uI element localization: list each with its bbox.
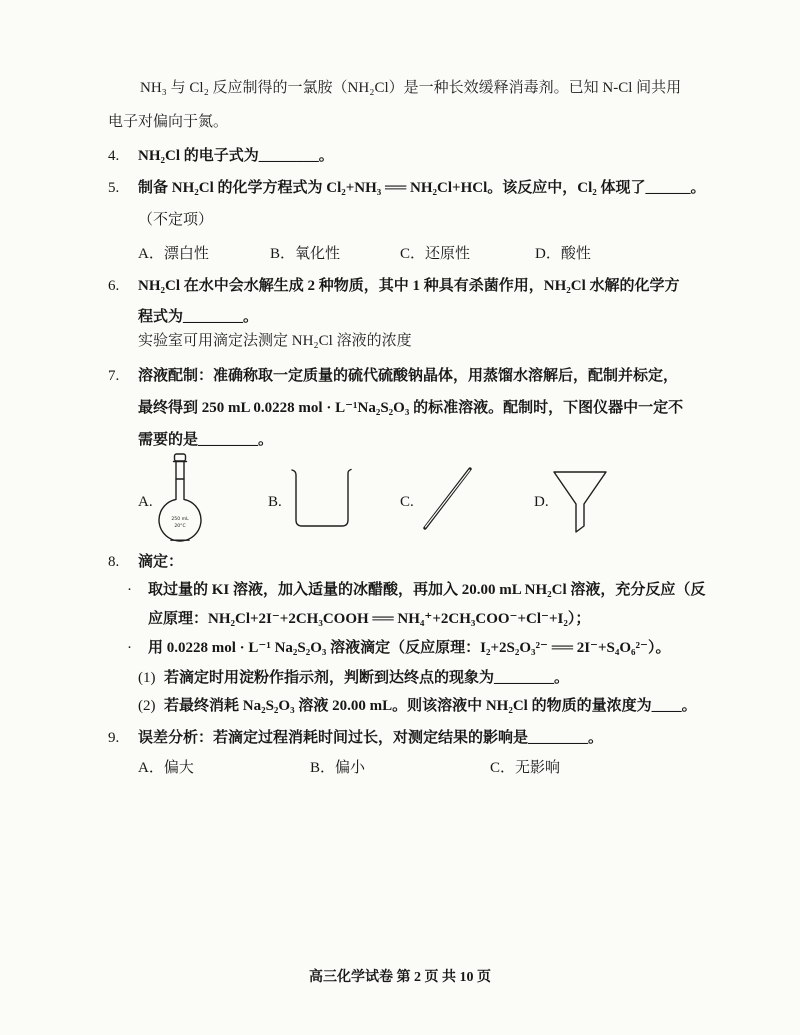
question-text-line-2: 最终得到 250 mL 0.0228 mol · L⁻¹Na₂S₂O₃ 的标准溶液。配制时，下图仪器中一定不 [138, 400, 684, 416]
flask-body [159, 462, 201, 541]
flask-temperature-mark: 20°C [174, 524, 186, 529]
option-c: C．还原性 [400, 246, 471, 262]
question-number: 5. [108, 180, 120, 196]
flask-volume-mark: 250 mL [171, 517, 189, 522]
question-note: （不定项） [138, 212, 214, 228]
glass-rod-icon [420, 466, 476, 532]
intro-line-1: NH₃ 与 Cl₂ 反应制得的一氯胺（NH₂Cl）是一种长效缓释消毒剂。已知 N-Cl 间共用 [140, 80, 682, 96]
question-8 [0, 552, 800, 716]
question-6 [0, 276, 800, 327]
bullet-2-text: 用 0.0228 mol · L⁻¹ Na₂S₂O₃ 溶液滴定（反应原理：I₂+2S₂O₃²⁻ ══ 2I⁻+S₄O₆²⁻）。 [148, 640, 671, 656]
beaker-icon [290, 466, 354, 530]
beaker-body [292, 470, 351, 527]
bullet-1-line-2: 应原理：NH₂Cl+2I⁻+2CH₃COOH ══ NH₄⁺+2CH₃COO⁻+Cl⁻+I₂）； [148, 611, 591, 627]
question-9 [0, 728, 800, 778]
question-number: 6. [108, 278, 120, 294]
funnel-body [554, 472, 606, 532]
question-title: 滴定： [138, 554, 184, 570]
question-number: 9. [108, 730, 120, 746]
question-number: 7. [108, 368, 120, 384]
question-number: 4. [108, 148, 120, 164]
bullet-1-line-1: 取过量的 KI 溶液，加入适量的冰醋酸，再加入 20.00 mL NH₂Cl 溶液，充分反应（反 [148, 582, 706, 598]
figure-label-d: D. [534, 494, 549, 510]
question-text-line-1: 溶液配制：准确称取一定质量的硫代硫酸钠晶体，用蒸馏水溶解后，配制并标定， [138, 368, 679, 384]
subquestion-1-number: (1) [138, 670, 156, 686]
question-7 [0, 366, 800, 546]
flask-stopper [175, 454, 186, 461]
question-number: 8. [108, 554, 120, 570]
question-text-line-2: 程式为________。 [138, 309, 259, 325]
option-b: B．氧化性 [270, 246, 341, 262]
question-text: NH₂Cl 的电子式为________。 [138, 148, 334, 164]
question-4 [0, 146, 800, 166]
figure-label-c: C. [400, 494, 414, 510]
lab-note-text: 实验室可用滴定法测定 NH₂Cl 溶液的浓度 [138, 333, 412, 349]
intro-passage [0, 78, 800, 134]
page-footer: 高三化学试卷 第 2 页 共 10 页 [309, 970, 491, 985]
subquestion-1-text: 若滴定时用淀粉作指示剂，判断到达终点的现象为________。 [164, 670, 570, 686]
intro-line-2: 电子对偏向于氮。 [108, 114, 229, 130]
glass-rod-core [426, 470, 470, 527]
option-a: A．漂白性 [138, 246, 209, 262]
lab-note [0, 331, 800, 351]
subquestion-2-number: (2) [138, 698, 156, 714]
option-a: A．偏大 [138, 760, 194, 776]
option-d: D．酸性 [535, 246, 591, 262]
question-text: 制备 NH₂Cl 的化学方程式为 Cl₂+NH₃ ══ NH₂Cl+HCl。该反应中，Cl₂ 体现了______。 [138, 180, 706, 196]
question-5 [0, 178, 800, 264]
bullet-marker: · [127, 582, 132, 598]
option-b: B．偏小 [310, 760, 366, 776]
question-text-line-1: NH₂Cl 在水中会水解生成 2 种物质，其中 1 种具有杀菌作用，NH₂Cl 水解的化学方 [138, 278, 680, 294]
figure-label-b: B. [268, 494, 282, 510]
volumetric-flask-icon [152, 452, 208, 544]
subquestion-2-text: 若最终消耗 Na₂S₂O₃ 溶液 20.00 mL。则该溶液中 NH₂Cl 的物质的量浓度为____。 [164, 698, 697, 714]
figure-label-a: A. [138, 494, 153, 510]
bullet-marker: · [127, 640, 132, 656]
question-text: 误差分析：若滴定过程消耗时间过长，对测定结果的影响是________。 [138, 730, 604, 746]
funnel-icon [550, 466, 610, 536]
option-c: C．无影响 [490, 760, 561, 776]
question-text-line-3: 需要的是________。 [138, 432, 274, 448]
